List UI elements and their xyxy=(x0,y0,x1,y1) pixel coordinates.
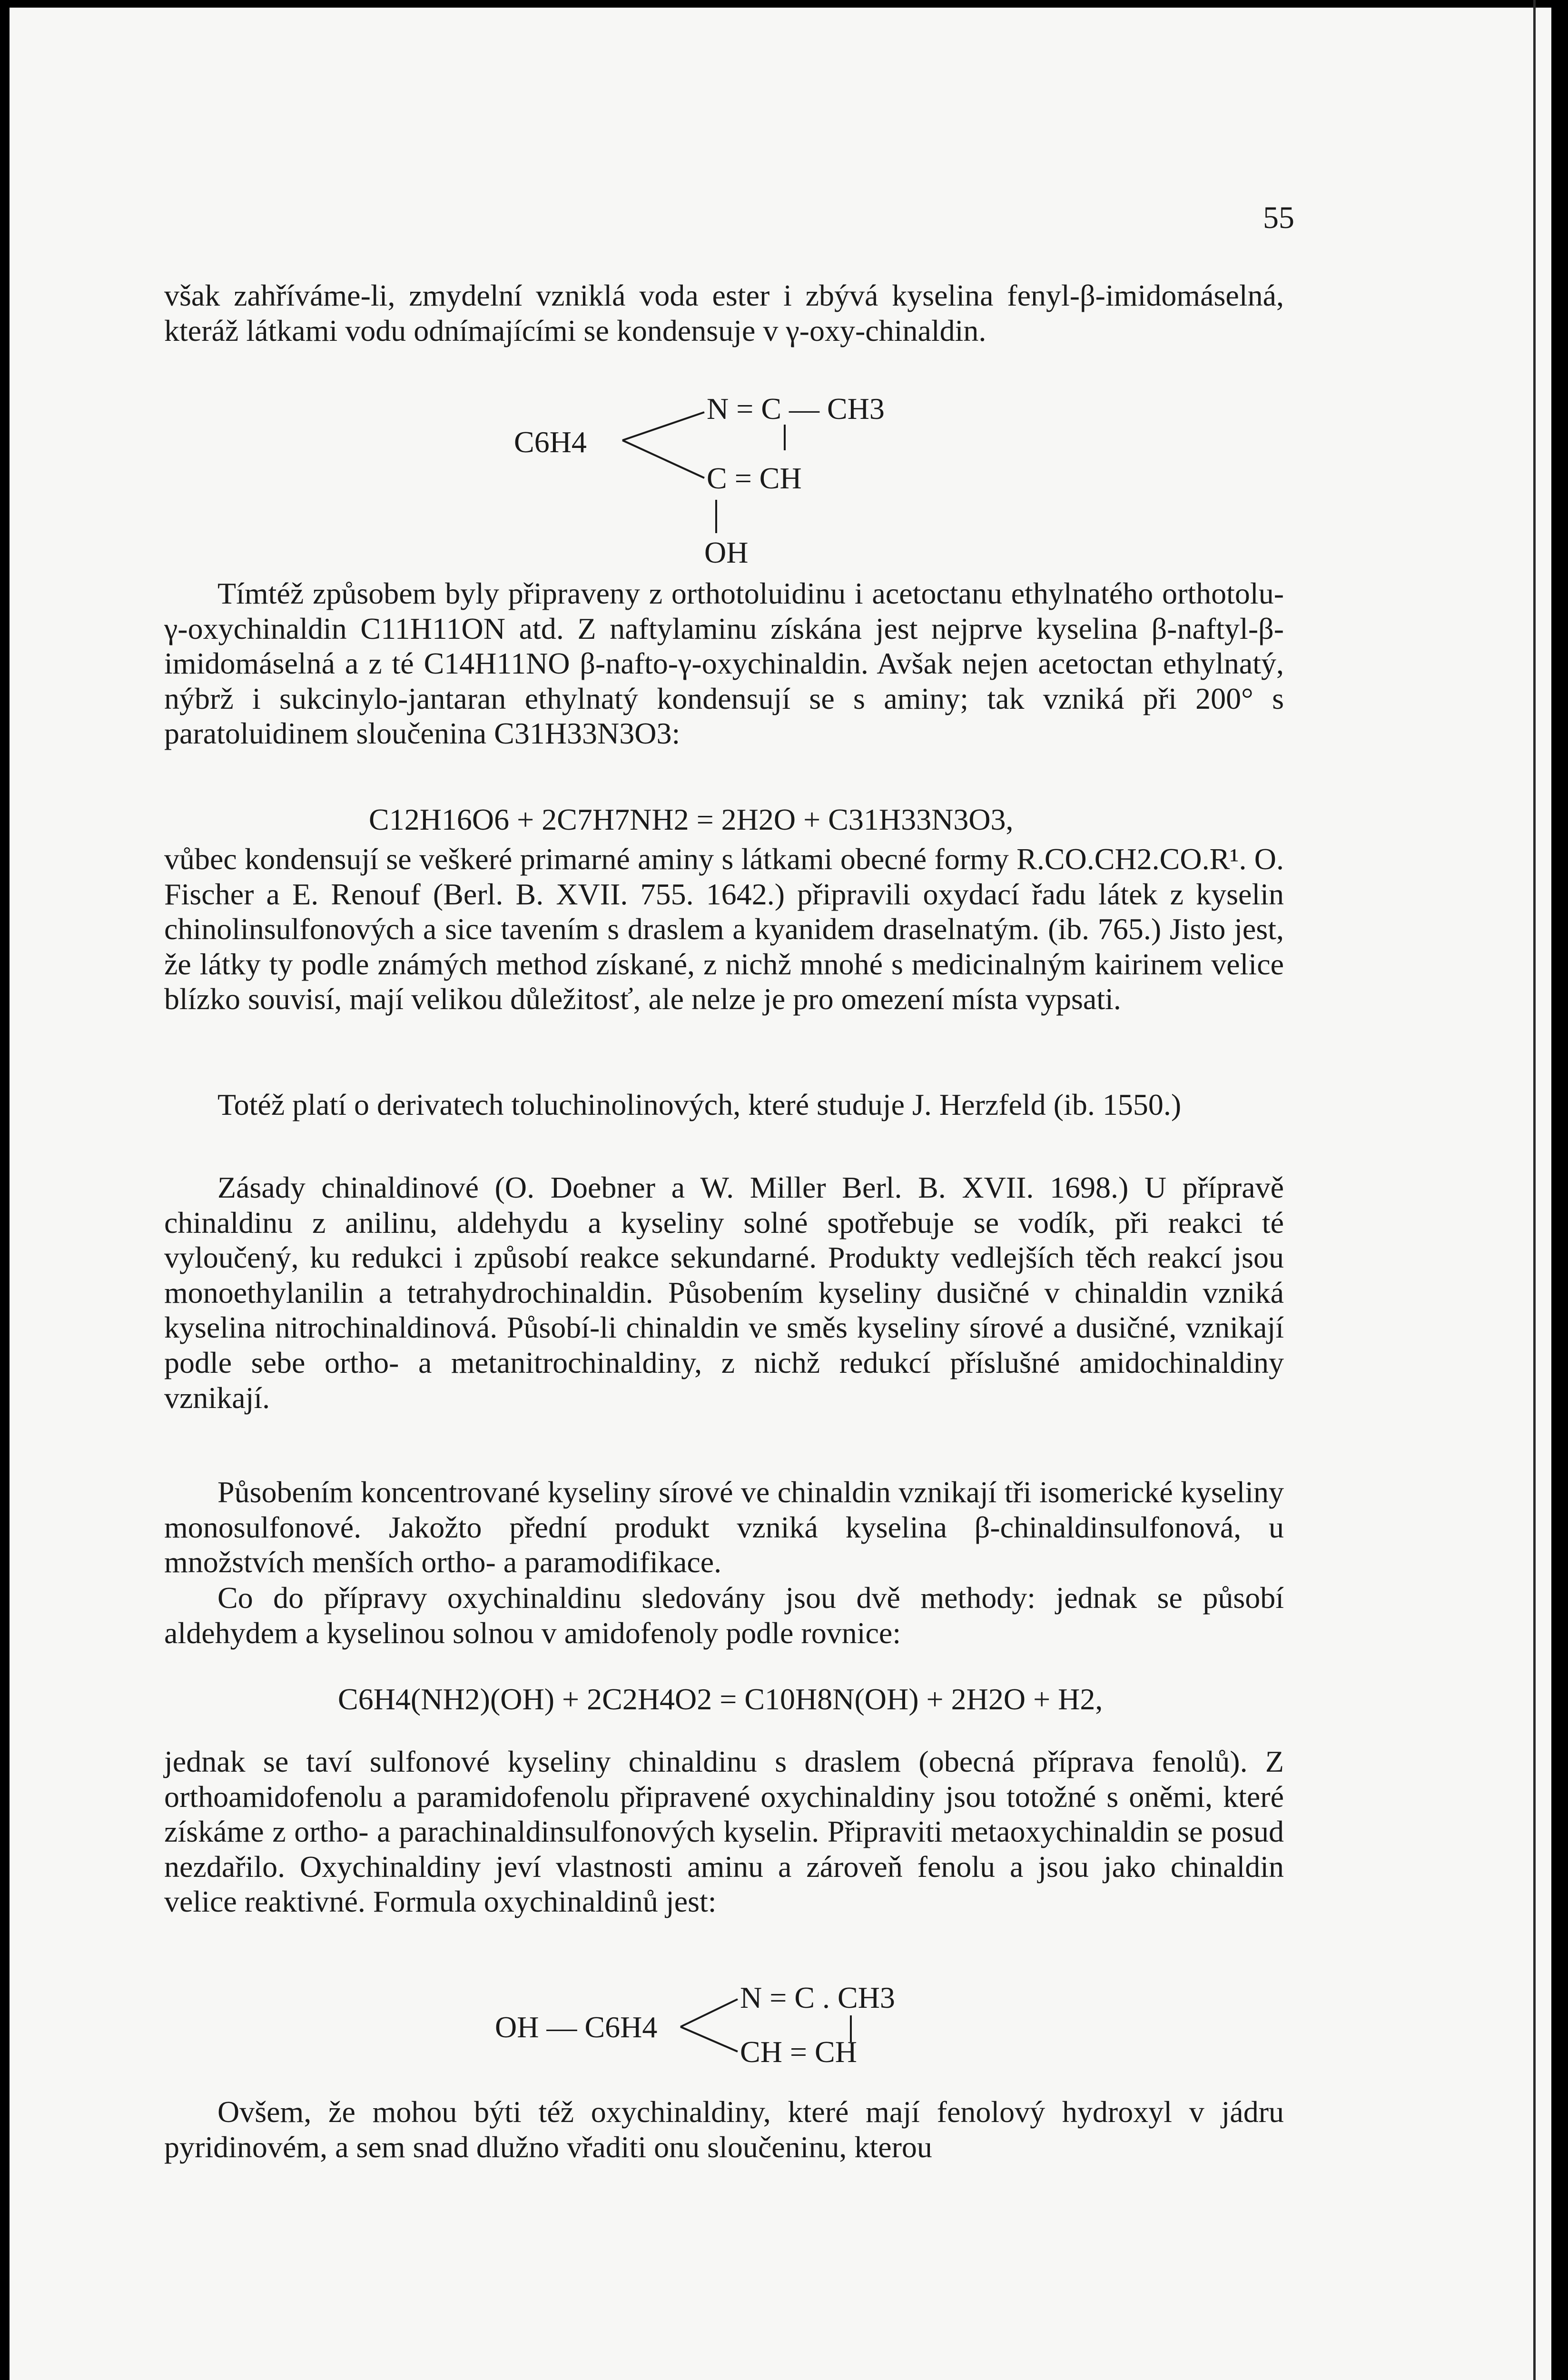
page-number: 55 xyxy=(1263,200,1294,235)
formula-1-lower-bond xyxy=(622,440,704,478)
paragraph-2: Tímtéž způsobem byly připraveny z orthotoluidinu i acetoctanu ethylnatého orthotolu-γ-oxychinaldin C11H11ON atd. Z naftylaminu získána jest nejprve kyselina β-naftyl-β-imidomáselná a z té C14H11NO β-nafto-γ-oxychinaldin. Avšak nejen acetoctan ethylnatý, nýbrž i sukcinylo-jantaran ethylnatý kondensují se s aminy; tak vzniká při 200° s paratoluidinem sloučenina C31H33N3O3: xyxy=(164,576,1284,751)
formula-1-top-row: N = C — CH3 xyxy=(707,392,885,426)
paragraph-6: Působením koncentrované kyseliny sírové ve chinaldin vznikají tři isomerické kyseliny monosulfonové. Jakožto přední produkt vzniká kyselina β-chinaldinsulfonová, u množstvích menších ortho- a paramodifikace. xyxy=(164,1475,1284,1579)
formula-1-bottom-row: C = CH xyxy=(707,461,802,495)
paragraph-1: však zahříváme-li, zmydelní vzniklá voda ester i zbývá kyselina fenyl-β-imidomáselná, kteráž látkami vodu odnímajícími se kondensuje v γ-oxy-chinaldin. xyxy=(164,278,1284,347)
paragraph-4: Totéž platí o derivatech toluchinolinových, které studuje J. Herzfeld (ib. 1550.) xyxy=(217,1088,1182,1121)
paragraph-7: Co do přípravy oxychinaldinu sledovány jsou dvě methody: jednak se působí aldehydem a kyselinou solnou v amidofenoly podle rovnice: xyxy=(164,1581,1284,1650)
formula-2-bottom-row: CH = CH xyxy=(740,2035,857,2069)
equation-1: C12H16O6 + 2C7H7NH2 = 2H2O + C31H33N3O3, xyxy=(369,803,1014,836)
paragraph-8: jednak se taví sulfonové kyseliny chinaldinu s draslem (obecná příprava fenolů). Z orthoamidofenolu a paramidofenolu připravené oxychinaldiny jsou totožné s oněmi, které získáme z ortho- a parachinaldinsulfonových kyselin. Připraviti metaoxychinaldin se posud nezdařilo. Oxychinaldiny jeví vlastnosti aminu a zároveň fenolu a jsou jako chinaldin velice reaktivné. Formula oxychinaldinů jest: xyxy=(164,1745,1284,1919)
formula-1-hydroxyl: OH xyxy=(704,536,749,569)
formula-2-lower-bond xyxy=(680,2027,738,2052)
formula-1-left-group: C6H4 xyxy=(514,425,587,459)
page-edge-shadow xyxy=(1533,0,1536,2380)
formula-2-upper-bond xyxy=(680,1999,738,2027)
equation-2: C6H4(NH2)(OH) + 2C2H4O2 = C10H8N(OH) + 2H2O + H2, xyxy=(338,1682,1103,1716)
formula-2-top-row: N = C . CH3 xyxy=(740,1981,895,2014)
formula-2-left-group: OH — C6H4 xyxy=(495,2010,658,2044)
paragraph-9: Ovšem, že mohou býti též oxychinaldiny, které mají fenolový hydroxyl v jádru pyridinovém, a sem snad dlužno vřaditi onu sloučeninu, kterou xyxy=(164,2095,1284,2164)
structural-formula-2 xyxy=(495,1975,971,2085)
paragraph-5: Zásady chinaldinové (O. Doebner a W. Miller Berl. B. XVII. 1698.) U přípravě chinaldinu z anilinu, aldehydu a kyseliny solné spotřebuje se vodík, při reakci té vyloučený, ku redukci i způsobí reakce sekundarné. Produkty vedlejších těch reakcí jsou monoethylanilin a tetrahydrochinaldin. Působením kyseliny dusičné v chinaldin vzniká kyselina nitrochinaldinová. Působí-li chinaldin ve směs kyseliny sírové a dusičné, vznikají podle sebe ortho- a metanitrochinaldiny, z nichž redukcí příslušné amidochinaldiny vznikají. xyxy=(164,1170,1284,1415)
formula-1-upper-bond xyxy=(622,412,704,440)
structural-formula-1 xyxy=(514,381,942,571)
paragraph-3: vůbec kondensují se veškeré primarné aminy s látkami obecné formy R.CO.CH2.CO.R¹. O. Fischer a E. Renouf (Berl. B. XVII. 755. 1642.) připravili oxydací řadu látek z kyselin chinolinsulfonových a sice tavením s draslem a kyanidem draselnatým. (ib. 765.) Jisto jest, že látky ty podle známých method získané, z nichž mnohé s medicinalným kairinem velice blízko souvisí, mají velikou důležitosť, ale nelze je pro omezení místa vypsati. xyxy=(164,842,1284,1016)
